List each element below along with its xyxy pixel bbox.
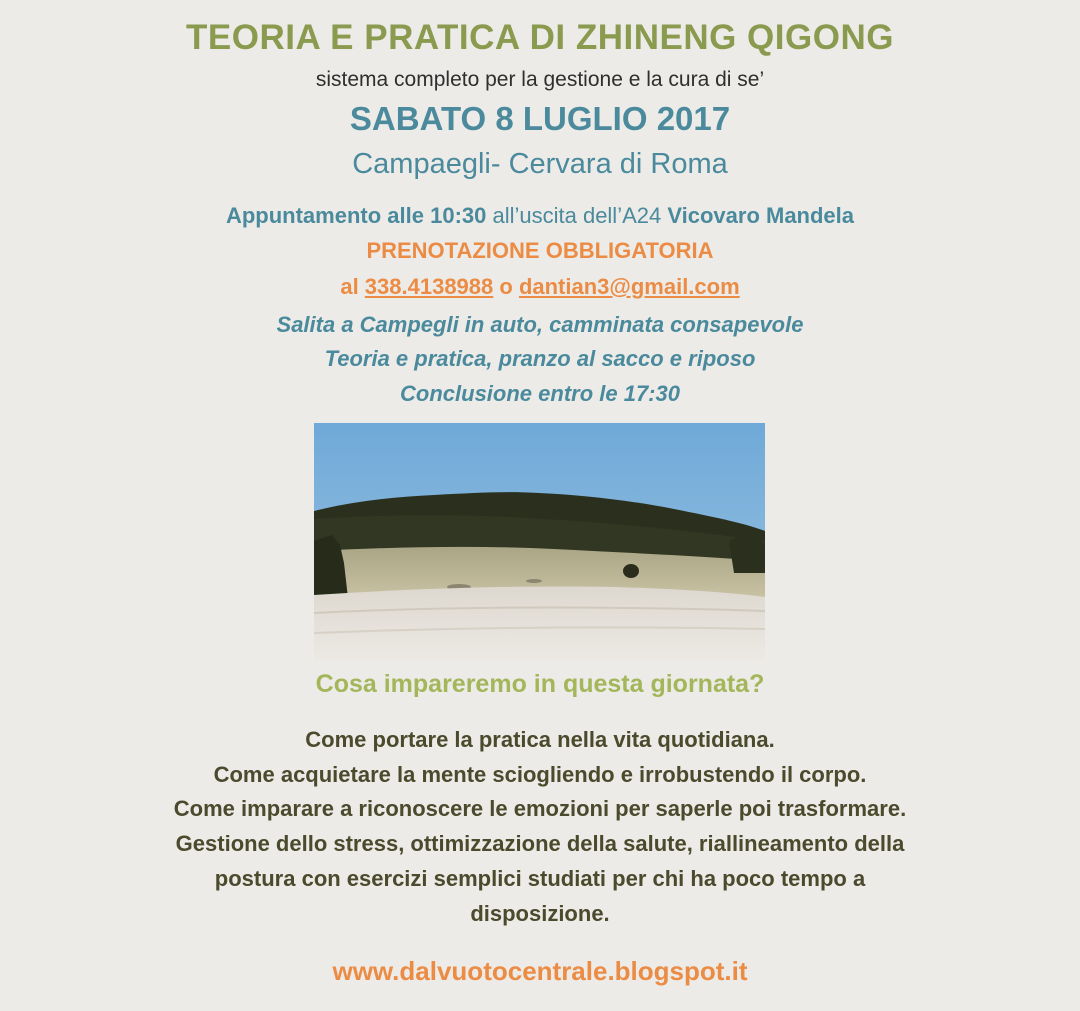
event-date: SABATO 8 LUGLIO 2017 bbox=[349, 100, 731, 137]
event-location: Campaegli- Cervara di Roma bbox=[352, 148, 728, 180]
event-title: TEORIA E PRATICA DI ZHINENG QIGONG bbox=[186, 18, 894, 57]
schedule-line: Teoria e pratica, pranzo al sacco e riposo bbox=[324, 346, 756, 371]
contact-prefix: al bbox=[340, 274, 365, 299]
section-question: Cosa impareremo in questa giornata? bbox=[315, 670, 765, 698]
appointment-info bbox=[0, 203, 1080, 229]
content-line: Come portare la pratica nella vita quotidiana. bbox=[305, 727, 775, 752]
schedule-line: Salita a Campegli in auto, camminata consapevole bbox=[276, 312, 804, 337]
event-subtitle: sistema completo per la gestione e la cura di se’ bbox=[315, 68, 765, 91]
content-line: Come imparare a riconoscere le emozioni per saperle poi trasformare. bbox=[173, 796, 907, 821]
content-line: Gestione dello stress, ottimizzazione della salute, riallineamento della bbox=[175, 831, 905, 856]
content-line: postura con esercizi semplici studiati per chi ha poco tempo a bbox=[214, 866, 866, 891]
contact-joiner: o bbox=[493, 274, 519, 299]
mountain-meadow-photo bbox=[314, 423, 765, 660]
contact-info bbox=[0, 274, 1080, 300]
content-line: Come acquietare la mente sciogliendo e irrobustendo il corpo. bbox=[213, 762, 867, 787]
phone-link[interactable]: 338.4138988 bbox=[364, 274, 494, 299]
email-link[interactable]: dantian3@gmail.com bbox=[518, 274, 740, 299]
appointment-exit: Vicovaro Mandela bbox=[667, 203, 855, 228]
appointment-place: all’uscita dell’A24 bbox=[486, 203, 668, 228]
booking-notice: PRENOTAZIONE OBBLIGATORIA bbox=[366, 238, 714, 263]
website-link[interactable]: www.dalvuotocentrale.blogspot.it bbox=[332, 956, 748, 986]
appointment-time: Appuntamento alle 10:30 bbox=[225, 203, 487, 228]
schedule-line: Conclusione entro le 17:30 bbox=[400, 381, 680, 406]
content-line: disposizione. bbox=[470, 901, 610, 926]
